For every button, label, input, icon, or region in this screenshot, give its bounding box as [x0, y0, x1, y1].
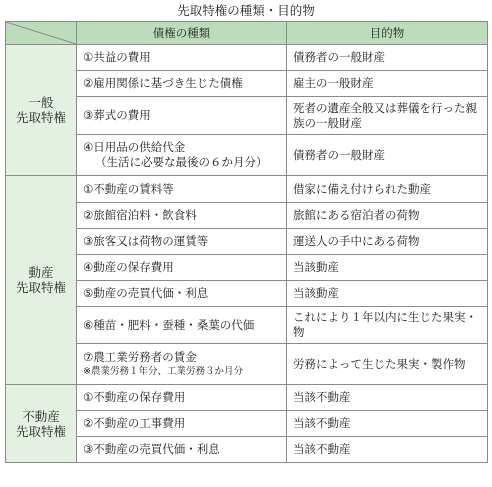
kind-cell: ②不動産の工事費用 [77, 411, 287, 437]
category-label: 一般 [28, 95, 54, 110]
table-row [6, 255, 488, 281]
kind-cell: ①共益の費用 [77, 45, 287, 71]
table-row [6, 344, 488, 385]
kind-cell: ②雇用関係に基づき生じた債権 [77, 71, 287, 97]
object-cell: 運送人の手中にある荷物 [287, 229, 488, 255]
table-row [6, 97, 488, 135]
category-label: 先取特権 [15, 280, 66, 295]
category-label: 動産 [28, 265, 54, 280]
object-cell: 債務者の一般財産 [287, 135, 488, 176]
table-row [6, 229, 488, 255]
kind-cell [77, 135, 287, 176]
kind-cell: ①不動産の賃料等 [77, 176, 287, 203]
page-title: 先取特権の種類・目的物 [177, 3, 315, 18]
kind-cell: ③葬式の費用 [77, 97, 287, 135]
corner-cell [6, 22, 77, 45]
table-row [6, 307, 488, 344]
category-cell-movable [6, 176, 77, 385]
object-cell: 当該動産 [287, 281, 488, 307]
table-row [6, 281, 488, 307]
table-row [6, 176, 488, 203]
object-cell: 債務者の一般財産 [287, 45, 488, 71]
object-cell: 当該不動産 [287, 385, 488, 411]
object-cell: 労務によって生じた果実・製作物 [287, 344, 488, 385]
header-object: 目的物 [287, 22, 488, 45]
object-cell: 借家に備え付けられた動産 [287, 176, 488, 203]
object-cell: 雇主の一般財産 [287, 71, 488, 97]
object-cell: 当該不動産 [287, 437, 488, 463]
table-row [6, 411, 488, 437]
object-cell: これにより１年以内に生じた果実・物 [287, 307, 488, 344]
table-row [6, 385, 488, 411]
category-label: 不動産 [22, 408, 60, 424]
object-cell: 旅館にある宿泊者の荷物 [287, 203, 488, 229]
kind-subtext: （生活に必要な最後の６か月分） [95, 155, 268, 169]
table-row [6, 437, 488, 463]
kind-cell: ③不動産の売買代価・利息 [77, 437, 287, 463]
lien-types-table [5, 21, 488, 463]
category-cell-real-property [6, 385, 77, 463]
table-row [6, 45, 488, 71]
kind-cell: ⑤動産の売買代価・利息 [77, 281, 287, 307]
table-row [6, 203, 488, 229]
header-row [6, 22, 488, 45]
object-cell: 当該不動産 [287, 411, 488, 437]
kind-cell [77, 344, 287, 385]
kind-cell: ⑥種苗・肥料・蚕種・桑葉の代価 [77, 307, 287, 344]
table-row [6, 71, 488, 97]
object-cell: 当該動産 [287, 255, 488, 281]
diagonal-line [6, 22, 76, 44]
kind-text: ⑦農工業労務者の賃金 [83, 350, 197, 364]
category-cell-general [6, 45, 77, 176]
category-label: 先取特権 [15, 110, 66, 125]
kind-cell: ③旅客又は荷物の運賃等 [77, 229, 287, 255]
header-kind: 債権の種類 [77, 22, 287, 45]
object-cell: 死者の遺産全般又は葬儀を行った親族の一般財産 [287, 97, 488, 135]
kind-cell: ④動産の保存費用 [77, 255, 287, 281]
kind-note: ※農業労務１年分、工業労務３か月分 [83, 366, 243, 377]
kind-text: ④日用品の供給代金 [83, 140, 186, 154]
kind-cell: ②旅館宿泊料・飲食料 [77, 203, 287, 229]
kind-cell: ①不動産の保存費用 [77, 385, 287, 411]
category-label: 先取特権 [15, 423, 66, 439]
table-row [6, 135, 488, 176]
